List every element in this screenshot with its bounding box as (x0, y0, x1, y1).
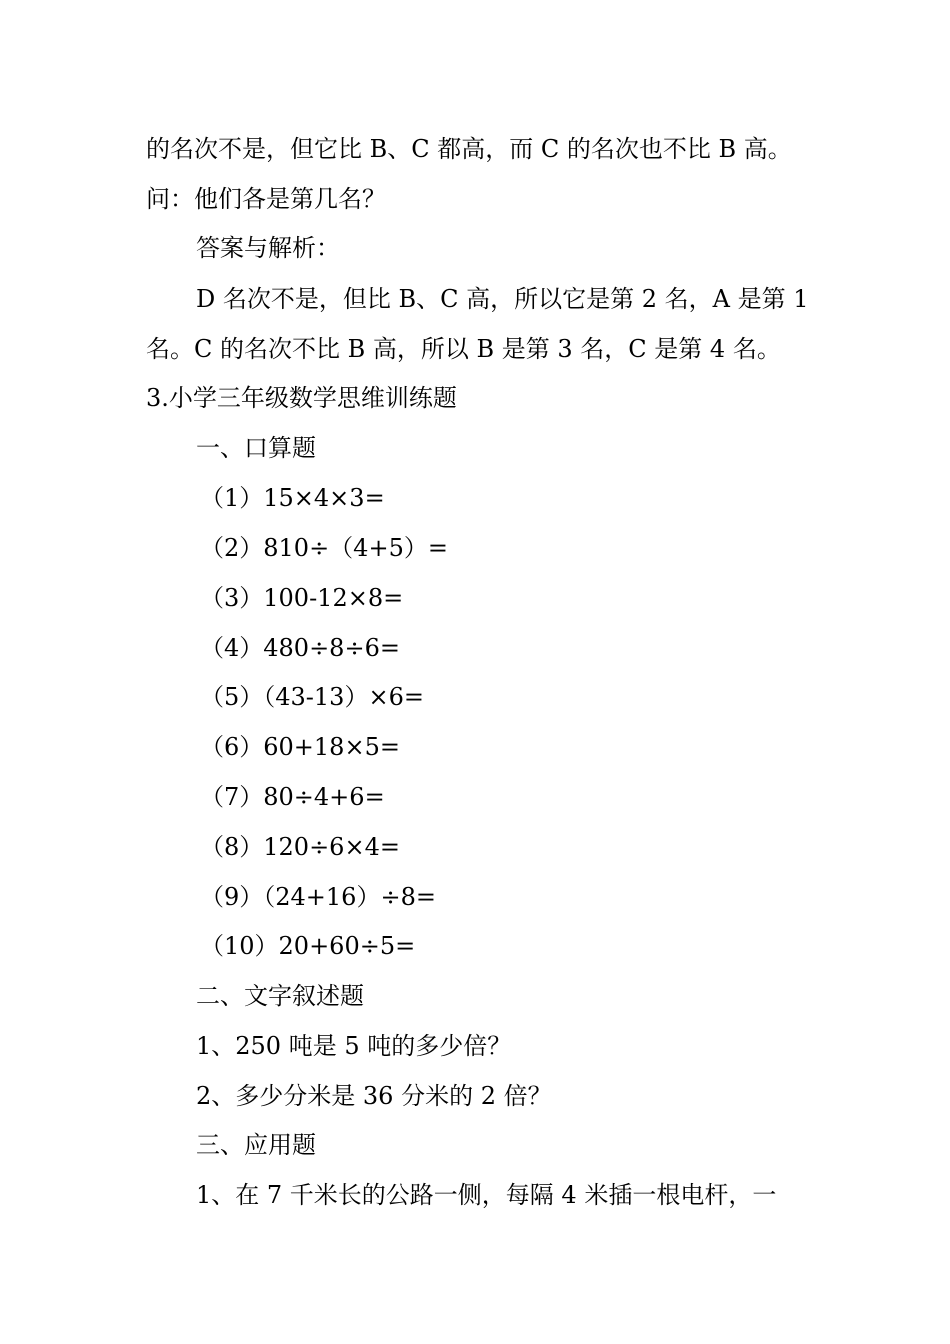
section-title: 3.小学三年级数学思维训练题 (146, 384, 457, 412)
word-problem: 1、250 吨是 5 吨的多少倍？ (196, 1032, 512, 1060)
exercise-item: （7）80÷4+6= (200, 783, 385, 811)
exercise-item: （9）（24+16）÷8= (200, 883, 436, 911)
question-line: 问：他们各是第几名？ (146, 185, 386, 213)
exercise-item: （8）120÷6×4= (200, 833, 400, 861)
subsection-heading: 二、文字叙述题 (196, 982, 364, 1010)
exercise-item: （3）100-12×8= (200, 584, 404, 612)
word-problem: 2、多少分米是 36 分米的 2 倍？ (196, 1082, 552, 1110)
subsection-heading: 三、应用题 (196, 1131, 316, 1159)
answer-heading: 答案与解析： (196, 234, 340, 262)
paragraph-line: 的名次不是，但它比 B、C 都高，而 C 的名次也不比 B 高。 (146, 135, 792, 163)
answer-line: D 名次不是，但比 B、C 高，所以它是第 2 名，A 是第 1 (196, 285, 809, 313)
exercise-item: （5）（43-13）×6= (200, 683, 424, 711)
application-problem: 1、在 7 千米长的公路一侧，每隔 4 米插一根电杆，一 (196, 1181, 777, 1209)
subsection-heading: 一、口算题 (196, 434, 316, 462)
exercise-item: （10）20+60÷5= (200, 932, 416, 960)
answer-line: 名。C 的名次不比 B 高，所以 B 是第 3 名，C 是第 4 名。 (146, 335, 781, 363)
exercise-item: （1）15×4×3= (200, 484, 385, 512)
exercise-item: （6）60+18×5= (200, 733, 400, 761)
exercise-item: （2）810÷（4+5）= (200, 534, 448, 562)
exercise-item: （4）480÷8÷6= (200, 634, 400, 662)
